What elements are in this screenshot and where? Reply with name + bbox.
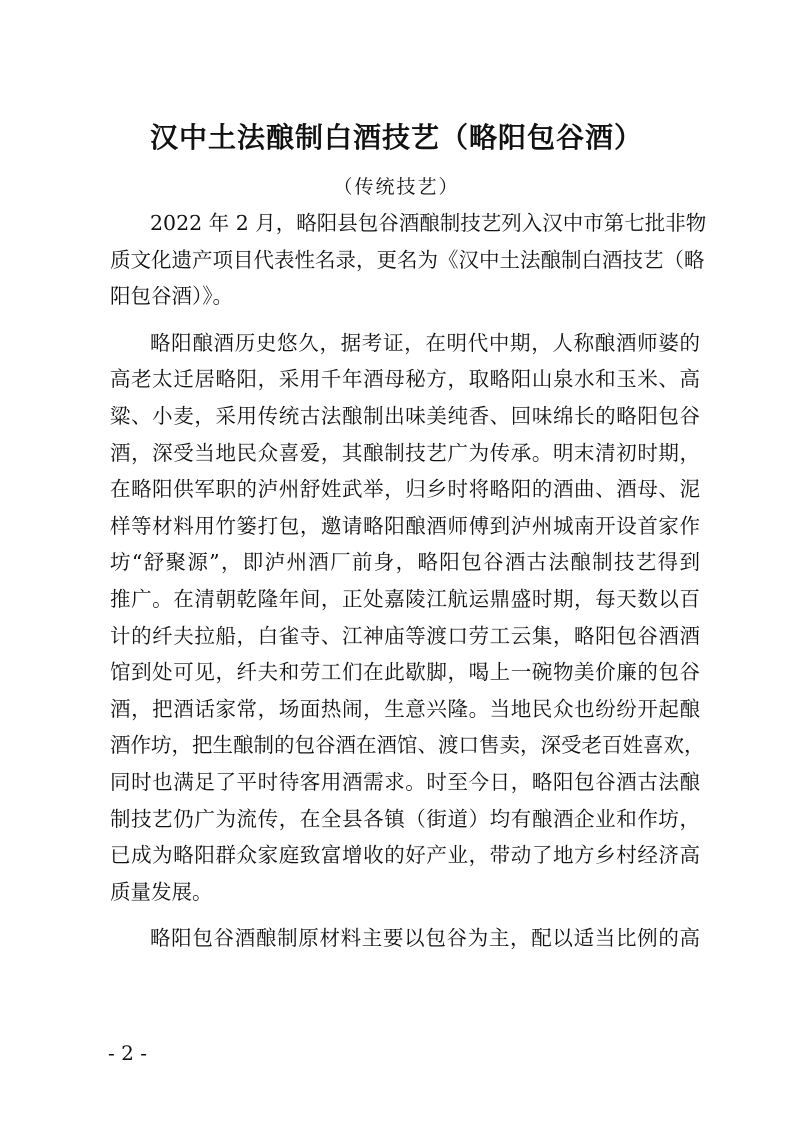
text-line: 在略阳供军职的泸州舒姓武举，归乡时将略阳的酒曲、酒母、泥	[110, 477, 700, 502]
document-subtitle: （传统技艺）	[333, 176, 460, 198]
paragraph	[110, 205, 707, 315]
text-line: 阳包谷酒）》。	[110, 284, 233, 309]
text-line: 制技艺仍广为流传，在全县各镇（街道）均有酿酒企业和作坊，	[110, 806, 700, 831]
text-line: 2022 年 2 月，略阳县包谷酒酿制技艺列入汉中市第七批非物	[150, 211, 707, 235]
text-line: 已成为略阳群众家庭致富增收的好产业，带动了地方乡村经济高	[110, 843, 700, 868]
text-line: 酒，把酒话家常，场面热闹，生意兴隆。当地民众也纷纷开起酿	[110, 696, 700, 721]
text-line: 坊“舒聚源”，即泸州酒厂前身，略阳包谷酒古法酿制技艺得到	[110, 550, 700, 575]
document-title: 汉中土法酿制白酒技艺（略阳包谷酒）	[149, 121, 643, 154]
text-line: 酒，深受当地民众喜爱，其酿制技艺广为传承。明末清初时期，	[110, 440, 700, 465]
text-line: 推广。在清朝乾隆年间，正处嘉陵江航运鼎盛时期，每天数以百	[110, 586, 700, 611]
text-line: 略阳酿酒历史悠久，据考证，在明代中期，人称酿酒师婆的	[150, 330, 700, 355]
text-line: 质文化遗产项目代表性名录，更名为《汉中土法酿制白酒技艺（略	[110, 247, 705, 272]
text-line: 同时也满足了平时待客用酒需求。时至今日，略阳包谷酒古法酿	[110, 769, 700, 794]
paragraph	[110, 920, 700, 957]
text-line: 高老太迁居略阳，采用千年酒母秘方，取略阳山泉水和玉米、高	[110, 367, 700, 392]
page-number: - 2 -	[108, 1041, 147, 1065]
text-line: 馆到处可见，纤夫和劳工们在此歇脚，喝上一碗物美价廉的包谷	[110, 660, 700, 685]
paragraph	[110, 325, 705, 911]
text-line: 略阳包谷酒酿制原材料主要以包谷为主，配以适当比例的高	[150, 926, 700, 951]
text-line: 质量发展。	[110, 879, 213, 904]
text-line: 计的纤夫拉船，白雀寺、江神庙等渡口劳工云集，略阳包谷酒酒	[110, 623, 700, 648]
document-body	[110, 205, 707, 957]
text-line: 酒作坊，把生酿制的包谷酒在酒馆、渡口售卖，深受老百姓喜欢，	[110, 733, 705, 758]
text-line: 粱、小麦，采用传统古法酿制出味美纯香、回味绵长的略阳包谷	[110, 403, 700, 428]
text-line: 样等材料用竹篓打包，邀请略阳酿酒师傅到泸州城南开设首家作	[110, 513, 700, 538]
